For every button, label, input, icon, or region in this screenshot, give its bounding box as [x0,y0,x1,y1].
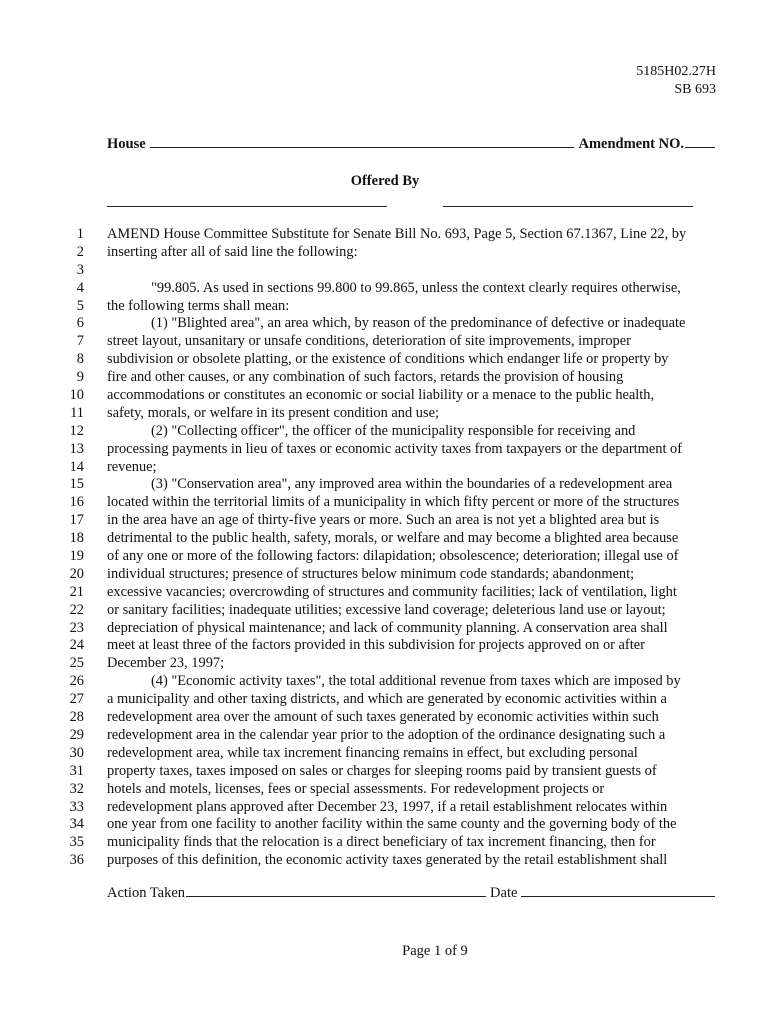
numbered-line [0,333,770,351]
line-number: 26 [69,673,84,690]
numbered-line [0,655,770,673]
bill-code: 5185H02.27H [636,64,716,79]
numbered-line [0,315,770,333]
line-number: 23 [69,619,84,636]
amendment-text [0,226,770,870]
line-number: 4 [76,279,84,296]
line-text: meet at least three of the factors provided in this subdivision for projects approved on or after [107,637,645,654]
numbered-line [0,745,770,763]
line-number: 22 [69,601,84,618]
amendment-label: Amendment NO. [578,136,684,152]
line-number: 10 [69,387,84,404]
numbered-line [0,834,770,852]
line-text: in the area have an age of thirty-five years or more. Such an area is not yet a blighted area but is [107,512,660,529]
line-text: one year from one facility to another facility within the same county and the governing body of the [107,816,677,833]
numbered-line [0,405,770,423]
numbered-line [0,298,770,316]
offered-by-signature-rule-left [107,206,387,207]
numbered-line [0,637,770,655]
line-text: (4) "Economic activity taxes", the total additional revenue from taxes which are imposed by [151,673,681,690]
numbered-line [0,280,770,298]
line-text: fire and other causes, or any combination of such factors, retards the provision of housing [107,369,624,386]
line-text: detrimental to the public health, safety, morals, or welfare and may become a blighted area because [107,530,679,547]
line-number: 8 [76,351,84,368]
numbered-line [0,459,770,477]
line-number: 2 [76,243,84,260]
line-number: 9 [76,369,84,386]
numbered-line [0,244,770,262]
numbered-line [0,727,770,745]
line-text: processing payments in lieu of taxes or economic activity taxes from taxpayers or the department of [107,440,683,457]
numbered-line [0,566,770,584]
numbered-line [0,369,770,387]
line-number: 21 [69,583,84,600]
offered-by-heading: Offered By [350,173,420,189]
numbered-line [0,852,770,870]
line-number: 24 [69,637,84,654]
line-number: 12 [69,422,84,439]
line-text: redevelopment area over the amount of such taxes generated by economic activities within such [107,709,659,726]
numbered-line [0,816,770,834]
line-number: 31 [69,762,84,779]
line-text: accommodations or constitutes an economic or social liability or a menace to the public health, [107,387,655,404]
line-text: redevelopment area in the calendar year prior to the adoption of the ordinance designating such a [107,726,666,743]
numbered-line [0,709,770,727]
date-label: Date [490,885,518,901]
line-text: revenue; [107,458,157,475]
line-text: safety, morals, or welfare in its present condition and use; [107,404,439,421]
action-taken-blank [186,884,486,897]
numbered-line [0,494,770,512]
line-text: "99.805. As used in sections 99.800 to 99.865, unless the context clearly requires otherwise, [151,279,681,296]
numbered-line [0,226,770,244]
page-number: Page 1 of 9 [402,943,468,959]
line-number: 29 [69,726,84,743]
line-text: depreciation of physical maintenance; and lack of community planning. A conservation area shall [107,619,668,636]
line-text: the following terms shall mean: [107,297,290,314]
line-text: a municipality and other taxing districts, and which are generated by economic activities within a [107,691,667,708]
line-text: redevelopment area, while tax increment financing remains in effect, but excluding personal [107,744,638,761]
line-number: 6 [76,315,84,332]
line-number: 34 [69,816,84,833]
line-number: 1 [76,226,84,242]
line-number: 27 [69,691,84,708]
numbered-line [0,691,770,709]
house-label: House [107,136,146,152]
line-text: excessive vacancies; overcrowding of structures and community facilities; lack of ventilation, light [107,583,677,600]
line-text: redevelopment plans approved after December 23, 1997, if a retail establishment relocates within [107,798,668,815]
line-number: 35 [69,834,84,851]
numbered-line [0,781,770,799]
amendment-number-blank [685,137,715,148]
line-text: (3) "Conservation area", any improved area within the boundaries of a redevelopment area [151,476,673,493]
line-number: 33 [69,798,84,815]
line-number: 3 [76,261,84,278]
line-number: 18 [69,530,84,547]
numbered-line [0,530,770,548]
line-number: 25 [69,655,84,672]
numbered-line [0,351,770,369]
numbered-line [0,423,770,441]
numbered-line [0,548,770,566]
line-number: 13 [69,440,84,457]
line-text: of any one or more of the following factors: dilapidation; obsolescence; deterioration; illegal use of [107,548,679,565]
line-number: 30 [69,744,84,761]
line-number: 15 [69,476,84,493]
action-taken-label: Action Taken [107,885,186,901]
numbered-line [0,602,770,620]
date-blank [521,884,715,897]
line-number: 17 [69,512,84,529]
line-number: 11 [70,404,84,421]
numbered-line [0,763,770,781]
house-blank-rule [150,137,575,148]
numbered-line [0,673,770,691]
numbered-line [0,799,770,817]
action-taken-line [107,884,715,902]
numbered-line [0,441,770,459]
line-text: (1) "Blighted area", an area which, by reason of the predominance of defective or inadequate [151,315,686,332]
numbered-line [0,584,770,602]
line-number: 20 [69,565,84,582]
offered-by-signature-rule-right [443,206,693,207]
line-text: AMEND House Committee Substitute for Senate Bill No. 693, Page 5, Section 67.1367, Line 22, by [107,226,687,242]
line-number: 14 [69,458,84,475]
line-text: inserting after all of said line the following: [107,243,358,260]
numbered-line [0,387,770,405]
line-number: 32 [69,780,84,797]
line-number: 7 [76,333,84,350]
line-text: individual structures; presence of structures below minimum code standards; abandonment; [107,565,635,582]
line-text: or sanitary facilities; inadequate utilities; excessive land coverage; deleterious land use or layout; [107,601,666,618]
numbered-line [0,620,770,638]
line-text: hotels and motels, licenses, fees or special assessments. For redevelopment projects or [107,780,605,797]
numbered-line [0,262,770,280]
line-text: December 23, 1997; [107,655,225,672]
line-text: (2) "Collecting officer", the officer of the municipality responsible for receiving and [151,422,636,439]
house-amendment-line [107,136,715,153]
line-number: 16 [69,494,84,511]
line-text: property taxes, taxes imposed on sales or charges for sleeping rooms paid by transient guests of [107,762,657,779]
line-number: 36 [69,852,84,869]
bill-number: SB 693 [674,82,716,97]
line-text: located within the territorial limits of a municipality in which fifty percent or more of the structures [107,494,680,511]
line-text: purposes of this definition, the economic activity taxes generated by the retail establishment shall [107,852,668,869]
line-number: 28 [69,709,84,726]
line-text: municipality finds that the relocation is a direct beneficiary of tax increment financing, then for [107,834,656,851]
numbered-line [0,476,770,494]
line-text: subdivision or obsolete platting, or the existence of conditions which endanger life or property by [107,351,669,368]
numbered-line [0,512,770,530]
line-number: 5 [76,297,84,314]
line-text: street layout, unsanitary or unsafe conditions, deterioration of site improvements, improper [107,333,631,350]
line-number: 19 [69,548,84,565]
